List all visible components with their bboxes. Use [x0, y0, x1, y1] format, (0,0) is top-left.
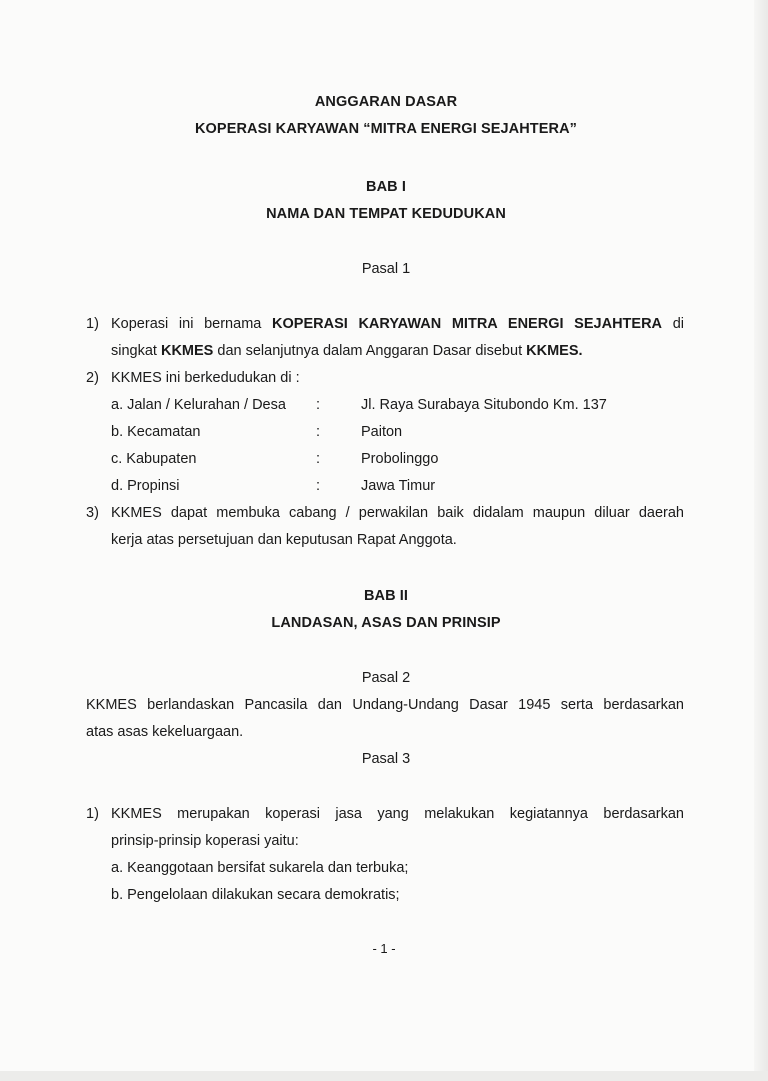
- pasal2-line2: atas asas kekeluargaan.: [86, 724, 244, 740]
- cooperative-name: KOPERASI KARYAWAN MITRA ENERGI SEJAHTERA: [272, 316, 663, 332]
- item-text: [111, 343, 583, 359]
- scan-edge: [754, 0, 768, 1081]
- address-value: Jl. Raya Surabaya Situbondo Km. 137: [361, 397, 607, 413]
- address-colon: :: [316, 424, 321, 440]
- principle-text: b. Pengelolaan dilakukan secara demokratis;: [111, 887, 400, 903]
- bab1-subtitle: NAMA DAN TEMPAT KEDUDUKAN: [266, 206, 506, 222]
- address-row-street: [86, 397, 686, 417]
- text-segment: Koperasi ini bernama: [111, 316, 273, 332]
- address-value: Jawa Timur: [361, 478, 436, 494]
- scan-bottom-band: [0, 1071, 768, 1081]
- address-label: d. Propinsi: [111, 478, 180, 494]
- pasal1-item3-line2: [86, 532, 686, 552]
- pasal1-heading: Pasal 1: [361, 261, 411, 277]
- address-label: c. Kabupaten: [111, 451, 197, 467]
- page-number: - 1 -: [372, 941, 396, 956]
- bab2-subtitle: LANDASAN, ASAS DAN PRINSIP: [271, 615, 501, 631]
- principle-text: a. Keanggotaan bersifat sukarela dan terbuka;: [111, 860, 409, 876]
- item-number: 2): [86, 370, 99, 386]
- address-value: Probolinggo: [361, 451, 439, 467]
- address-value: Paiton: [361, 424, 403, 440]
- item-text: prinsip-prinsip koperasi yaitu:: [111, 833, 299, 849]
- document-subtitle: KOPERASI KARYAWAN “MITRA ENERGI SEJAHTERA”: [194, 121, 578, 137]
- address-colon: :: [316, 478, 321, 494]
- principle-item-a: [86, 860, 686, 880]
- item-number: 1): [86, 806, 99, 822]
- text-segment: singkat: [111, 343, 161, 359]
- item-text: [111, 316, 684, 332]
- pasal1-item3-line1: [86, 505, 686, 525]
- pasal3-item1-line2: [86, 833, 686, 853]
- abbreviation: KKMES.: [526, 343, 583, 359]
- pasal1-item2: [86, 370, 686, 390]
- pasal1-item1-line2: [86, 343, 686, 363]
- item-text: KKMES ini berkedudukan di :: [111, 370, 300, 386]
- address-label: a. Jalan / Kelurahan / Desa: [111, 397, 286, 413]
- item-number: 1): [86, 316, 99, 332]
- pasal2-heading: Pasal 2: [361, 670, 411, 686]
- pasal3-heading: Pasal 3: [361, 751, 411, 767]
- address-label: b. Kecamatan: [111, 424, 201, 440]
- address-colon: :: [316, 397, 321, 413]
- item-text: kerja atas persetujuan dan keputusan Rapat Anggota.: [111, 532, 457, 548]
- address-colon: :: [316, 451, 321, 467]
- item-text: KKMES dapat membuka cabang / perwakilan baik didalam maupun diluar daerah: [111, 505, 684, 521]
- text-segment: di: [662, 316, 684, 332]
- pasal3-item1-line1: [86, 806, 686, 826]
- abbreviation: KKMES: [160, 343, 214, 359]
- bab2-title: BAB II: [363, 588, 409, 604]
- item-number: 3): [86, 505, 99, 521]
- text-segment: dan selanjutnya dalam Anggaran Dasar disebut: [213, 343, 527, 359]
- address-row-propinsi: [86, 478, 686, 498]
- pasal2-line1: KKMES berlandaskan Pancasila dan Undang-Undang Dasar 1945 serta berdasarkan: [86, 697, 684, 713]
- address-row-kecamatan: [86, 424, 686, 444]
- pasal1-item1-line1: [86, 316, 686, 336]
- document-title: ANGGARAN DASAR: [314, 94, 458, 110]
- item-text: KKMES merupakan koperasi jasa yang melakukan kegiatannya berdasarkan: [111, 806, 684, 822]
- address-row-kabupaten: [86, 451, 686, 471]
- bab1-title: BAB I: [366, 179, 406, 195]
- principle-item-b: [86, 887, 686, 907]
